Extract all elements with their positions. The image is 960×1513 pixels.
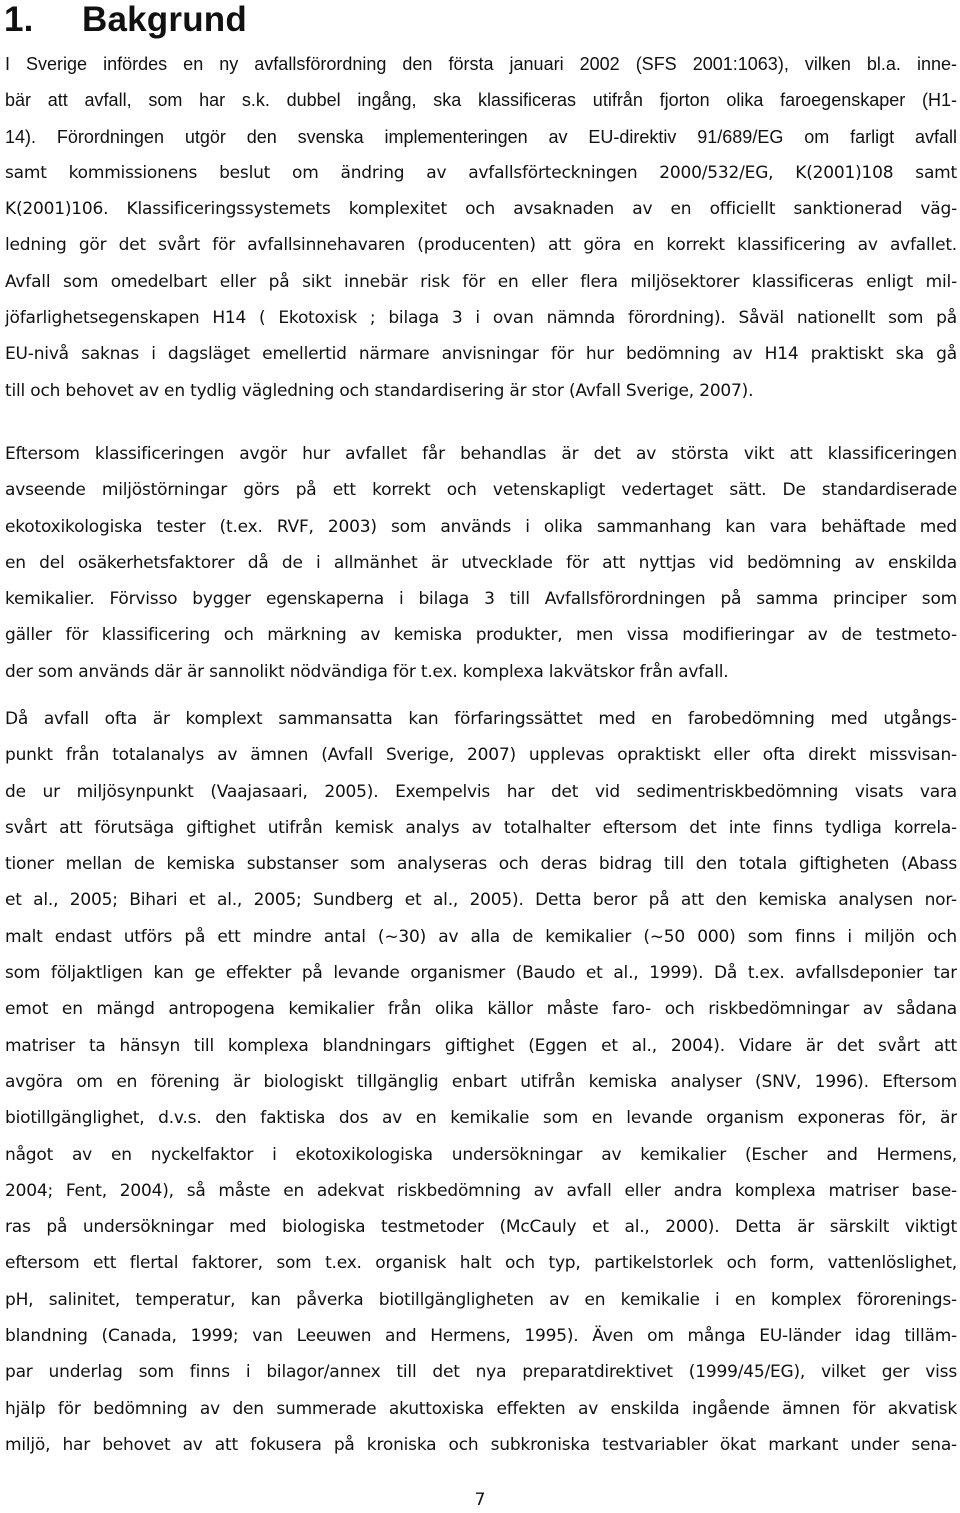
text-line: emot en mängd antropogena kemikalier från olika källor måste faro- och riskbedömningar av sådana	[5, 999, 957, 1020]
text-line: punkt från totalanalys av ämnen (Avfall Sverige, 2007) upplevas opraktiskt eller ofta direkt missvisan-	[5, 745, 957, 766]
page-number: 7	[474, 1490, 486, 1510]
text-line: Eftersom klassificeringen avgör hur avfallet får behandlas är det av största vikt att klassificeringen	[5, 444, 957, 464]
paragraph-1	[5, 46, 957, 409]
text-line: der som används där är sannolikt nödvändiga för t.ex. komplexa lakvätskor från avfall.	[5, 661, 729, 682]
text-line: en del osäkerhetsfaktorer då de i allmänhet är utvecklade för att nyttjas vid bedömning av enskilda	[5, 552, 957, 573]
paragraph-2	[5, 436, 957, 690]
text-line: svårt att förutsäga giftighet utifrån kemisk analys av totalhalter eftersom det inte finns tydliga korrela-	[5, 817, 957, 838]
text-line: de ur miljösynpunkt (Vaajasaari, 2005). Exempelvis har det vid sedimentriskbedömning visats vara	[5, 781, 957, 802]
text-line: något av en nyckelfaktor i ekotoxikologiska undersökningar av kemikalier (Escher and Hermens,	[5, 1144, 957, 1165]
text-line: eftersom ett flertal faktorer, som t.ex. organisk halt och typ, partikelstorlek och form, vattenlöslighet,	[5, 1253, 957, 1274]
text-line: tioner mellan de kemiska substanser som analyseras och deras bidrag till den totala giftigheten (Abass	[5, 854, 957, 875]
text-line: som följaktligen kan ge effekter på levande organismer (Baudo et al., 1999). Då t.ex. avfallsdeponier tar	[5, 963, 957, 984]
text-line: et al., 2005; Bihari et al., 2005; Sundberg et al., 2005). Detta beror på att den kemiska analysen nor-	[5, 890, 957, 911]
text-line: ekotoxikologiska tester (t.ex. RVF, 2003) som används i olika sammanhang kan vara behäftade med	[5, 516, 957, 537]
text-line: pH, salinitet, temperatur, kan påverka biotillgängligheten av en kemikalie i en komplex förorenings-	[5, 1289, 957, 1310]
text-line: bär att avfall, som har s.k. dubbel ingång, ska klassificeras utifrån fjorton olika faroegenskaper (H1-	[5, 90, 957, 111]
text-line: biotillgänglighet, d.v.s. den faktiska dos av en kemikalie som en levande organism exponeras för, är	[5, 1108, 957, 1129]
text-line: Då avfall ofta är komplext sammansatta kan förfaringssättet med en farobedömning med utgångs-	[5, 709, 957, 729]
text-line: hjälp för bedömning av den summerade akuttoxiska effekten av enskilda ingående ämnen för akvatisk	[5, 1398, 957, 1419]
text-line: till och behovet av en tydlig vägledning och standardisering är stor (Avfall Sverige, 2007).	[5, 380, 754, 401]
section-title: Bakgrund	[82, 0, 247, 39]
text-line: matriser ta hänsyn till komplexa blandningars giftighet (Eggen et al., 2004). Vidare är det svårt att	[5, 1035, 957, 1056]
text-line: K(2001)106. Klassificeringssystemets komplexitet och avsaknaden av en officiellt sanktionerad väg-	[5, 199, 957, 220]
text-line: I Sverige infördes en ny avfallsförordning den första januari 2002 (SFS 2001:1063), vilken bl.a. inne-	[5, 54, 957, 74]
text-line: samt kommissionens beslut om ändring av avfallsförteckningen 2000/532/EG, K(2001)108 samt	[5, 162, 957, 183]
text-line: malt endast utförs på ett mindre antal (~30) av alla de kemikalier (~50 000) som finns i miljön och	[5, 926, 957, 947]
text-line: EU-nivå saknas i dagsläget emellertid närmare anvisningar för hur bedömning av H14 praktiskt ska gå	[5, 344, 957, 365]
text-line: ras på undersökningar med biologiska testmetoder (McCauly et al., 2000). Detta är särskilt viktigt	[5, 1217, 957, 1238]
text-line: gäller för klassificering och märkning av kemiska produkter, men vissa modifieringar av de testmeto-	[5, 625, 957, 646]
text-line: avgöra om en förening är biologiskt tillgänglig enbart utifrån kemiska analyser (SNV, 1996). Eftersom	[5, 1071, 957, 1092]
text-line: miljö, har behovet av att fokusera på kroniska och subkroniska testvariabler ökat markant under sena-	[5, 1434, 957, 1455]
text-line: jöfarlighetsegenskapen H14 ( Ekotoxisk ; bilaga 3 i ovan nämnda förordning). Såväl nationellt som på	[5, 308, 957, 329]
text-line: 2004; Fent, 2004), så måste en adekvat riskbedömning av avfall eller andra komplexa matriser base-	[5, 1180, 957, 1201]
text-line: blandning (Canada, 1999; van Leeuwen and Hermens, 1995). Även om många EU-länder idag tilläm-	[5, 1326, 957, 1347]
text-line: Avfall som omedelbart eller på sikt innebär risk för en eller flera miljösektorer klassificeras enligt mil-	[5, 271, 957, 292]
text-line: avseende miljöstörningar görs på ett korrekt och vetenskapligt vedertaget sätt. De standardiserade	[5, 480, 957, 501]
text-line: par underlag som finns i bilagor/annex till det nya preparatdirektivet (1999/45/EG), vilket ger viss	[5, 1362, 957, 1383]
text-line: ledning gör det svårt för avfallsinnehavaren (producenten) att göra en korrekt klassificering av avfallet.	[5, 235, 957, 256]
section-number: 1.	[4, 0, 34, 39]
text-line: 14). Förordningen utgör den svenska implementeringen av EU-direktiv 91/689/EG om farligt avfall	[5, 126, 957, 147]
section-heading	[4, 0, 247, 42]
paragraph-3	[5, 701, 957, 1463]
text-line: kemikalier. Förvisso bygger egenskaperna i bilaga 3 till Avfallsförordningen på samma principer som	[5, 589, 957, 610]
